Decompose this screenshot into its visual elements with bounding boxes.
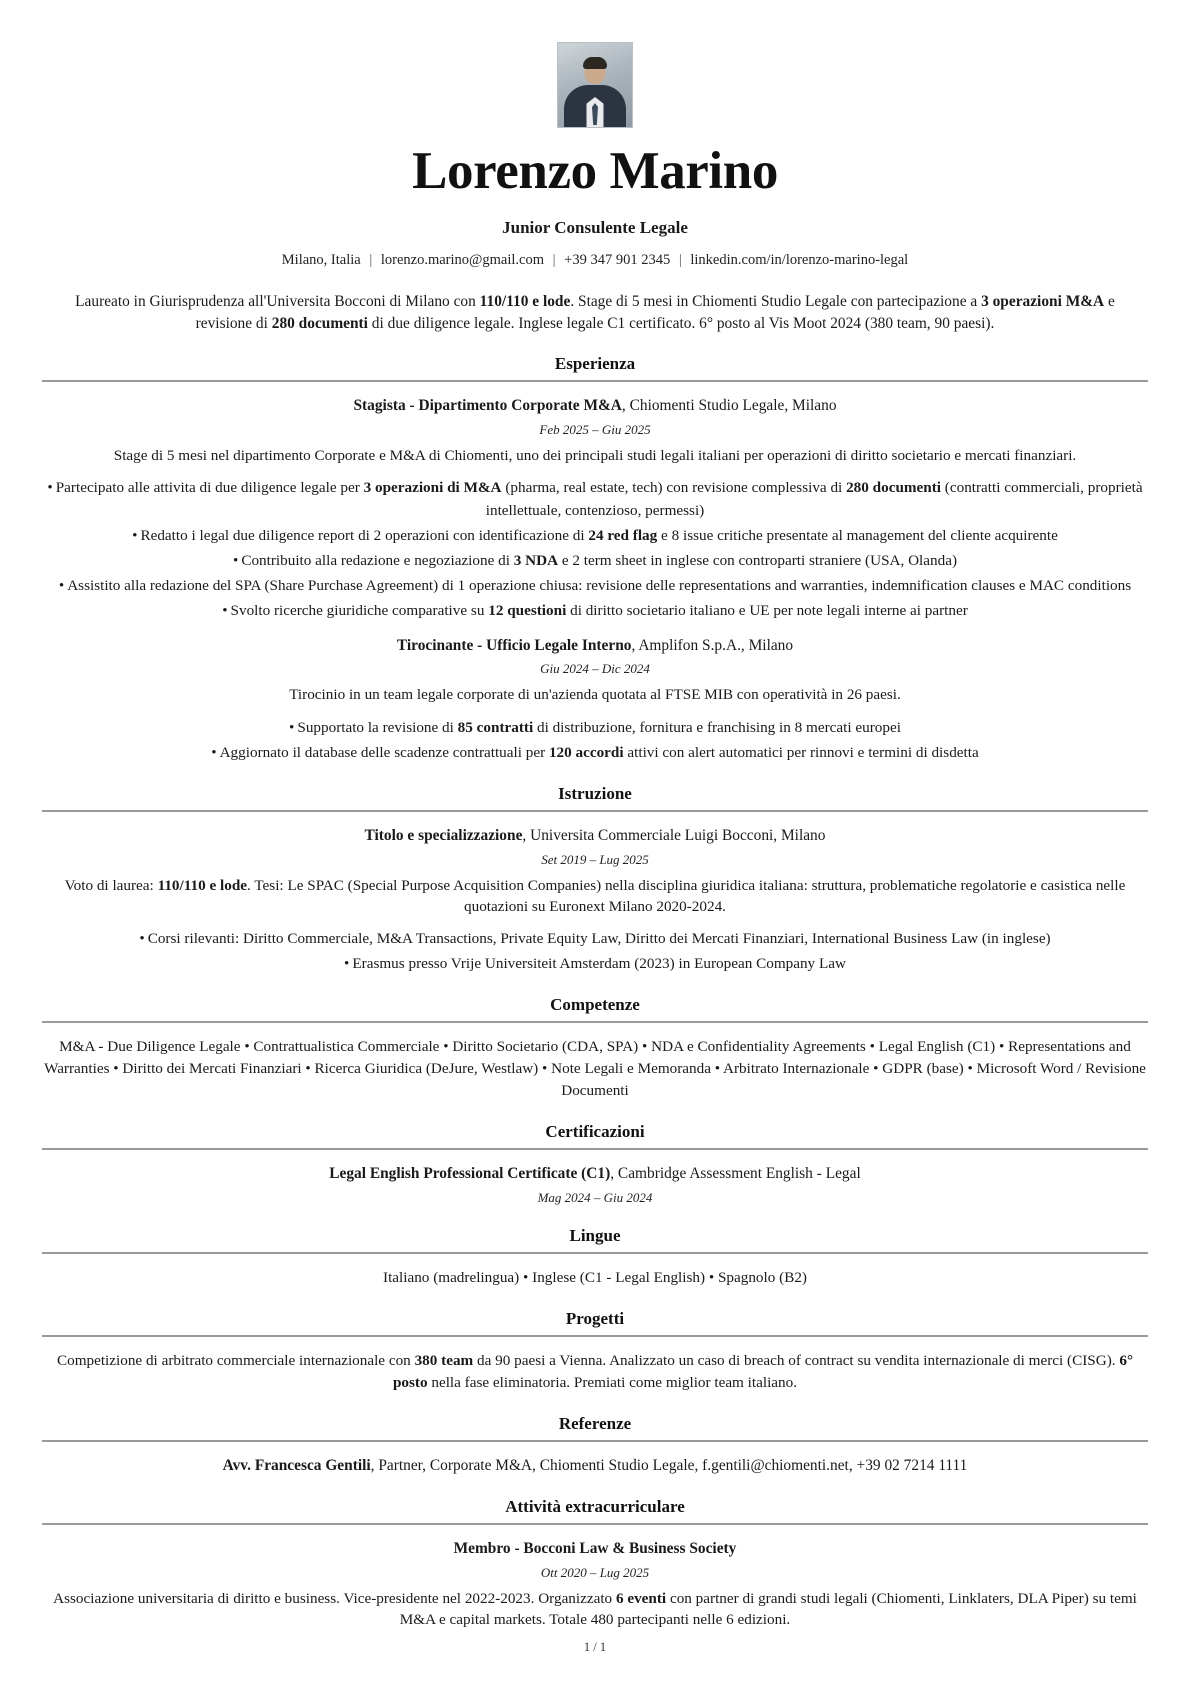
section-progetti: [42, 1309, 1148, 1394]
resume-entry: [42, 1539, 1148, 1630]
entry-title-secondary: , Partner, Corporate M&A, Chiomenti Studio Legale, f.gentili@chiomenti.net, +39 02 7214 1111: [370, 1457, 968, 1475]
entry-dates: Giu 2024 – Dic 2024: [540, 661, 650, 677]
bullet-icon: •: [232, 551, 239, 569]
body-text: con partner di grandi studi legali (Chiomenti, Linklaters, DLA Piper) su temi M&A e capital markets. Totale 480 partecipanti nelle 6 edizioni.: [399, 1589, 1137, 1629]
entry-title: [42, 1456, 1148, 1477]
bullet-icon: •: [58, 576, 65, 594]
body-text: di distribuzione, fornitura e franchising in 8 mercati europei: [533, 718, 901, 736]
emphasis-text: 85 contratti: [457, 718, 534, 736]
extracurricular-entries: [42, 1539, 1148, 1630]
emphasis-text: 24 red flag: [588, 526, 658, 544]
entry-title-primary: Legal English Professional Certificate (C1): [329, 1165, 611, 1183]
bullet-icon: •: [139, 930, 145, 948]
list-item: [42, 928, 1148, 950]
section-title-extracurriculare: Attività extracurriculare: [505, 1497, 685, 1516]
section-divider: [42, 1335, 1148, 1337]
section-title-esperienza: Esperienza: [554, 354, 636, 374]
section-title-istruzione: Istruzione: [558, 783, 632, 803]
emphasis-text: 120 accordi: [548, 743, 624, 761]
list-item-text: [241, 552, 957, 569]
entry-title-secondary: , Amplifon S.p.A., Milano: [631, 636, 794, 654]
list-item-text: [352, 955, 846, 972]
list-item: [42, 953, 1148, 975]
resume-entry: [42, 636, 1148, 764]
entry-title: [42, 636, 1148, 657]
emphasis-text: 6° posto: [392, 1352, 1134, 1392]
emphasis-text: 280 documenti: [271, 314, 368, 332]
entry-description: Stage di 5 mesi nel dipartimento Corporate e M&A di Chiomenti, uno dei principali studi legali italiani per operazioni di diritto societario e mercati finanziari.: [113, 447, 1077, 465]
body-text: . Stage di 5 mesi in Chiomenti Studio Legale con partecipazione a: [570, 292, 982, 310]
contact-linkedin[interactable]: linkedin.com/in/lorenzo-marino-legal: [690, 251, 909, 268]
body-text: Partecipato alle attivita di due diligence legale per: [55, 479, 364, 497]
section-competenze: [42, 995, 1148, 1102]
section-istruzione: [42, 784, 1148, 975]
bullet-icon: •: [132, 526, 138, 544]
resume-entry: [42, 396, 1148, 621]
section-divider: [42, 1148, 1148, 1150]
body-text: Assistito alla redazione del SPA (Share Purchase Agreement) di 1 operazione chiusa: revisione delle representations and warranties, indemnification clauses e MAC conditions: [67, 576, 1132, 594]
profile-photo-container: [42, 42, 1148, 128]
section-divider: [42, 1440, 1148, 1442]
bullet-icon: •: [47, 479, 53, 497]
body-text: Svolto ricerche giuridiche comparative su: [230, 601, 489, 619]
body-text: Voto di laurea:: [64, 876, 158, 894]
certification-entries: [42, 1164, 1148, 1206]
body-text: attivi con alert automatici per rinnovi e termini di disdetta: [623, 743, 979, 761]
body-text: Competizione di arbitrato commerciale internazionale con: [56, 1352, 415, 1370]
entry-description: [42, 875, 1148, 918]
contact-location: Milano, Italia: [281, 251, 361, 268]
list-item-text: [220, 744, 979, 761]
section-title-progetti: Progetti: [565, 1309, 625, 1329]
entry-title-primary: Stagista - Dipartimento Corporate M&A: [353, 397, 622, 415]
entry-title-primary: Titolo e specializzazione: [364, 826, 523, 844]
list-item-text: [231, 602, 968, 619]
list-item-text: [148, 930, 1051, 947]
section-divider: [42, 810, 1148, 812]
photo-hair-shape: [583, 57, 607, 69]
body-text: Aggiornato il database delle scadenze contrattuali per: [219, 743, 549, 761]
list-item: [42, 575, 1148, 597]
section-referenze: [42, 1414, 1148, 1477]
section-divider: [42, 1523, 1148, 1525]
emphasis-text: 3 operazioni di M&A: [363, 479, 502, 497]
entry-title-primary: Tirocinante - Ufficio Legale Interno: [396, 636, 632, 654]
list-item: [42, 717, 1148, 739]
profile-photo: [557, 42, 633, 128]
bullet-icon: •: [211, 743, 217, 761]
resume-entry: [42, 1164, 1148, 1206]
list-item-text: [67, 577, 1131, 594]
body-text: Laureato in Giurisprudenza all'Universita Bocconi di Milano con: [75, 292, 480, 310]
emphasis-text: 110/110 e lode: [157, 876, 248, 894]
section-esperienza: [42, 354, 1148, 763]
entry-bullet-list: [42, 717, 1148, 764]
body-text: . Tesi: Le SPAC (Special Purpose Acquisition Companies) nella disciplina giuridica italiana: struttura, problematiche regolatorie e casistica nelle quotazioni su Euronext Milano 2020-2024.: [247, 876, 1126, 915]
reference-entries: [42, 1456, 1148, 1477]
entry-title: [42, 1539, 1148, 1560]
entry-title-primary: Avv. Francesca Gentili: [222, 1457, 371, 1475]
entry-dates: Mag 2024 – Giu 2024: [537, 1190, 653, 1206]
emphasis-text: 380 team: [414, 1352, 474, 1370]
resume-entry: [42, 826, 1148, 975]
entry-title-secondary: , Chiomenti Studio Legale, Milano: [621, 397, 837, 415]
section-extracurriculare: [42, 1497, 1148, 1630]
section-title-competenze: Competenze: [550, 995, 640, 1015]
contact-separator: |: [552, 251, 556, 268]
list-item: [42, 477, 1148, 521]
list-item: [42, 525, 1148, 547]
list-item: [42, 600, 1148, 622]
contact-separator: |: [678, 251, 682, 268]
skills-text: M&A - Due Diligence Legale • Contrattualistica Commerciale • Diritto Societario (CDA, SPA) • NDA e Confidentiality Agreements • Legal English (C1) • Representations and Warranties • Diritto dei Mercati Finanziari • Ricerca Giuridica (DeJure, Westlaw) • Note Legali e Memoranda • Arbitrato Internazionale • GDPR (base) • Microsoft Word / Revisione Documenti: [44, 1038, 1146, 1100]
entry-title-primary: Membro - Bocconi Law & Business Society: [453, 1540, 737, 1557]
list-item: [42, 742, 1148, 764]
list-item-text: [140, 527, 1057, 544]
projects-text: [42, 1350, 1148, 1394]
candidate-name: Lorenzo Marino: [412, 142, 778, 200]
body-text: nella fase eliminatoria. Premiati come miglior team italiano.: [427, 1374, 798, 1392]
entry-description: [42, 1588, 1148, 1631]
contact-phone[interactable]: +39 347 901 2345: [564, 251, 671, 268]
page-indicator: 1 / 1: [583, 1640, 607, 1654]
bullet-icon: •: [289, 718, 295, 736]
body-text: (contratti commerciali, proprietà intellettuale, contenzioso, permessi): [485, 479, 1143, 519]
experience-entries: [42, 396, 1148, 763]
body-text: e 2 term sheet in inglese con controparti straniere (USA, Olanda): [558, 551, 958, 569]
body-text: Supportato la revisione di: [297, 718, 458, 736]
contact-line: [42, 252, 1148, 269]
entry-title: [42, 1164, 1148, 1185]
section-divider: [42, 1021, 1148, 1023]
body-text: e 8 issue critiche presentate al management del cliente acquirente: [657, 526, 1058, 544]
bullet-icon: •: [222, 601, 228, 619]
entry-dates: Feb 2025 – Giu 2025: [539, 422, 651, 438]
list-item-text: [297, 719, 901, 736]
body-text: Corsi rilevanti: Diritto Commerciale, M&A Transactions, Private Equity Law, Diritto dei Mercati Finanziari, International Business Law (in inglese): [147, 930, 1051, 948]
section-divider: [42, 380, 1148, 382]
body-text: e revisione di: [195, 292, 1115, 332]
emphasis-text: 3 operazioni M&A: [981, 292, 1105, 310]
emphasis-text: 3 NDA: [513, 551, 559, 569]
entry-bullet-list: [42, 477, 1148, 621]
body-text: (pharma, real estate, tech) con revisione complessiva di: [501, 479, 847, 497]
list-item-text: [56, 479, 1143, 518]
section-certificazioni: [42, 1122, 1148, 1206]
section-title-lingue: Lingue: [569, 1226, 621, 1246]
section-title-certificazioni: Certificazioni: [545, 1122, 645, 1142]
section-lingue: [42, 1226, 1148, 1289]
bullet-icon: •: [344, 955, 350, 973]
emphasis-text: 12 questioni: [488, 601, 567, 619]
entry-description: Tirocinio in un team legale corporate di un'azienda quotata al FTSE MIB con operatività in 26 paesi.: [289, 686, 901, 704]
emphasis-text: 110/110 e lode: [479, 292, 571, 310]
body-text: Associazione universitaria di diritto e business. Vice-presidente nel 2022-2023. Organizzato: [53, 1589, 616, 1607]
profile-summary: [42, 291, 1148, 335]
body-text: di diritto societario italiano e UE per note legali interne ai partner: [566, 601, 968, 619]
body-text: Contribuito alla redazione e negoziazione di: [241, 551, 514, 569]
entry-dates: Ott 2020 – Lug 2025: [540, 1564, 650, 1580]
contact-separator: |: [369, 251, 373, 268]
body-text: Redatto i legal due diligence report di 2 operazioni con identificazione di: [140, 526, 589, 544]
body-text: di due diligence legale. Inglese legale C1 certificato. 6° posto al Vis Moot 2024 (380 team, 90 paesi).: [367, 314, 995, 332]
section-divider: [42, 1252, 1148, 1254]
entry-dates: Set 2019 – Lug 2025: [541, 851, 649, 867]
candidate-role: Junior Consulente Legale: [502, 217, 688, 237]
entry-bullet-list: [42, 928, 1148, 975]
languages-text: Italiano (madrelingua) • Inglese (C1 - Legal English) • Spagnolo (B2): [383, 1269, 807, 1287]
section-title-referenze: Referenze: [558, 1414, 632, 1434]
education-entries: [42, 826, 1148, 975]
list-item: [42, 550, 1148, 572]
entry-title-secondary: , Cambridge Assessment English - Legal: [610, 1165, 861, 1183]
resume-entry: [42, 1456, 1148, 1477]
entry-title-secondary: , Universita Commerciale Luigi Bocconi, Milano: [522, 826, 826, 844]
contact-email[interactable]: lorenzo.marino@gmail.com: [380, 251, 544, 268]
entry-title: [42, 396, 1148, 417]
body-text: Erasmus presso Vrije Universiteit Amsterdam (2023) in European Company Law: [352, 955, 846, 973]
emphasis-text: 280 documenti: [846, 479, 941, 497]
emphasis-text: 6 eventi: [615, 1589, 667, 1607]
entry-title: [42, 826, 1148, 847]
body-text: da 90 paesi a Vienna. Analizzato un caso di breach of contract su vendita internazionale di merci (CISG).: [473, 1352, 1120, 1370]
